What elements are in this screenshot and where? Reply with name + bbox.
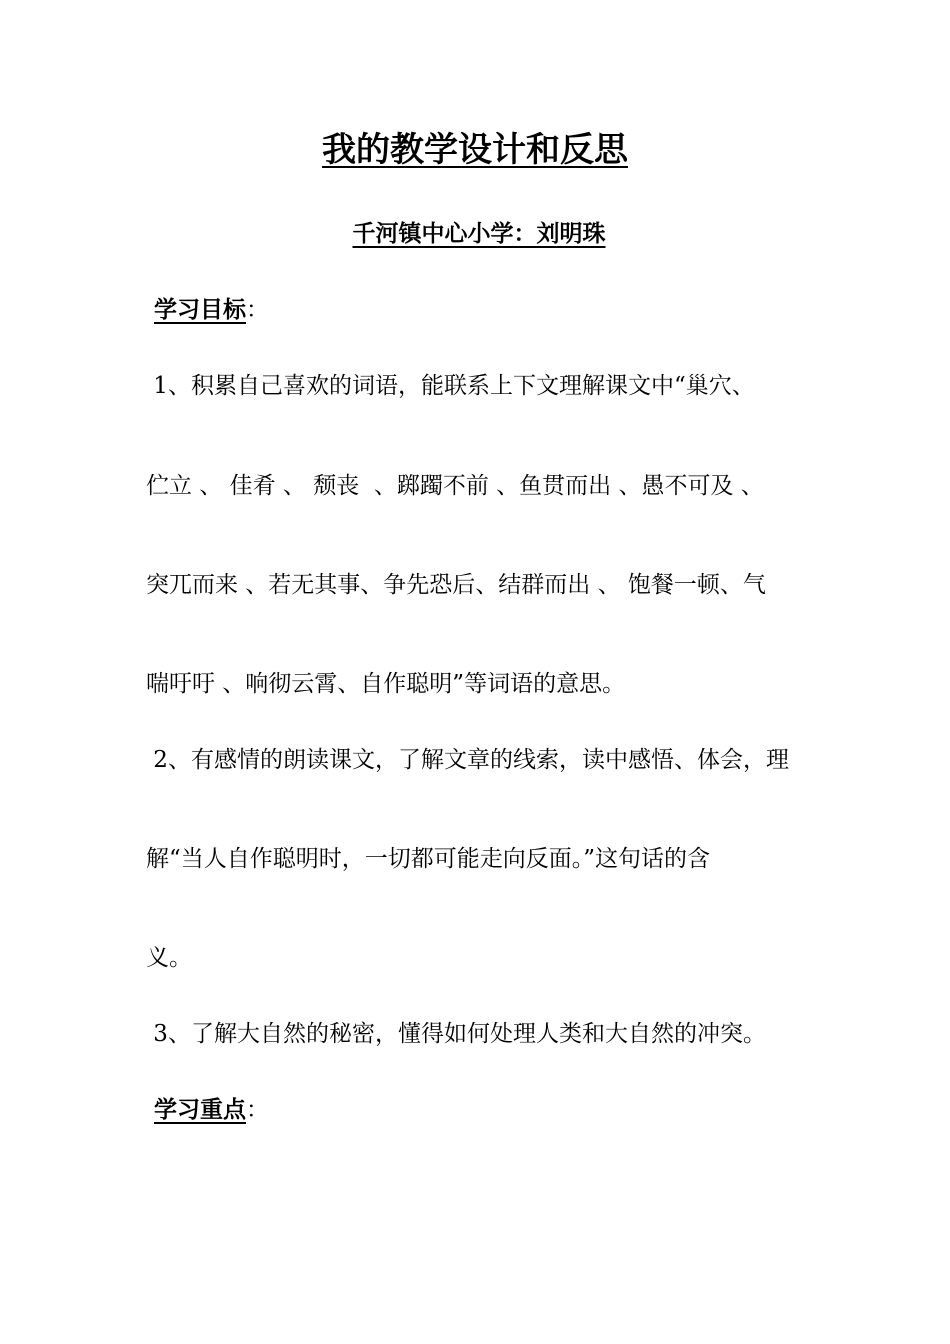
objectives-heading-colon: ：	[246, 297, 269, 323]
text-line-4: 喘吁吁 、响彻云霄、自作聪明”等词语的意思。	[146, 671, 626, 697]
text-line-8: 3、了解大自然的秘密，懂得如何处理人类和大自然的冲突。	[146, 1021, 766, 1047]
key-points-heading	[154, 1094, 269, 1126]
text-line-1: 1、积累自己喜欢的词语，能联系上下文理解课文中“巢穴、	[146, 373, 755, 399]
text-line-3: 突兀而来 、若无其事、争先恐后、结群而出 、 饱餐一顿、气	[146, 572, 766, 598]
document-subtitle	[0, 218, 950, 250]
document-title	[0, 128, 950, 172]
author-line: 千河镇中心小学：刘明珠	[352, 220, 606, 247]
key-points-heading-colon: ：	[246, 1097, 269, 1123]
text-line-2: 伫立 、 佳肴 、 颓丧 、踯躅不前 、鱼贯而出 、愚不可及 、	[146, 473, 764, 499]
text-line-7: 义。	[146, 945, 192, 971]
document-title-text: 我的教学设计和反思	[322, 130, 628, 170]
objectives-heading-text: 学习目标	[154, 296, 246, 323]
objectives-heading	[154, 294, 269, 326]
key-points-heading-text: 学习重点	[154, 1096, 246, 1123]
text-line-5: 2、有感情的朗读课文，了解文章的线索，读中感悟、体会，理	[146, 747, 789, 773]
text-line-6: 解“当人自作聪明时，一切都可能走向反面。”这句话的含	[146, 846, 711, 872]
